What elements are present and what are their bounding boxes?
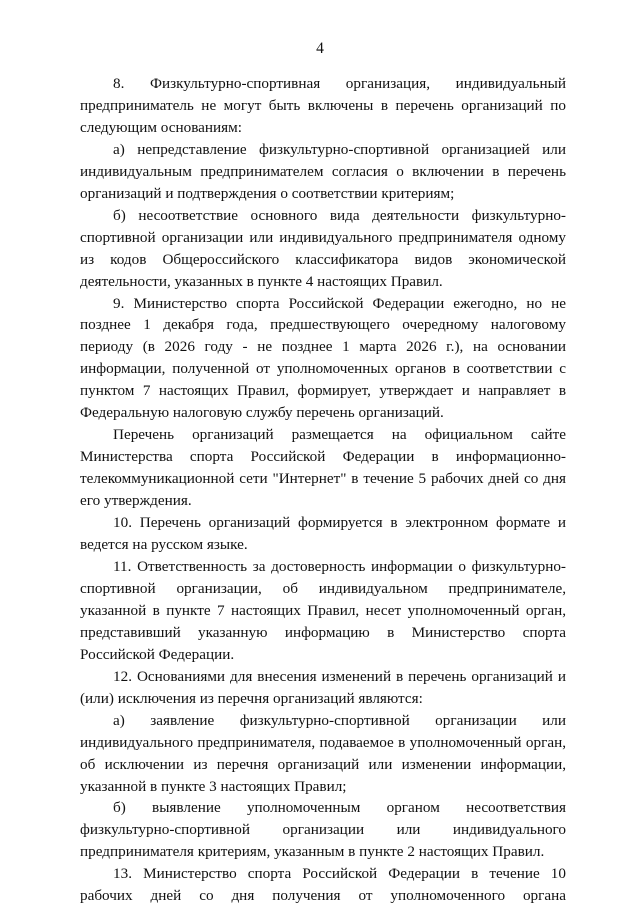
paragraph-9: 9. Министерство спорта Российской Федерации ежегодно, но не позднее 1 декабря года, предшествующего очередному налоговому периоду (в 2026 году - не позднее 1 марта 2026 г.), на основании информации, полученной от уполномоченных органов в соответствии с пунктом 7 настоящих Правил, формирует, утверждает и направляет в Федеральную налоговую службу перечень организаций. bbox=[80, 294, 566, 422]
paragraph-12: 12. Основаниями для внесения изменений в перечень организаций и (или) исключения из перечня организаций являются: bbox=[80, 667, 566, 707]
page-number: 4 bbox=[316, 40, 324, 57]
paragraph-13: 13. Министерство спорта Российской Федерации в течение 10 рабочих дней со дня получения от уполномоченного органа bbox=[80, 865, 566, 905]
paragraph-12b: б) выявление уполномоченным органом несоответствия физкультурно-спортивной организации или индивидуального предпринимателя критериям, указанным в пункте 2 настоящих Правил. bbox=[80, 799, 566, 861]
paragraph-10: 10. Перечень организаций формируется в электронном формате и ведется на русском языке. bbox=[80, 514, 566, 554]
document-body bbox=[80, 73, 566, 907]
paragraph-12a: а) заявление физкультурно-спортивной организации или индивидуального предпринимателя, подаваемое в уполномоченный орган, об исключении из перечня организаций или изменении информации, указанной в пункте 3 настоящих Правил; bbox=[80, 711, 566, 795]
paragraph-8a: а) непредставление физкультурно-спортивной организацией или индивидуальным предпринимателем согласия о включении в перечень организаций и подтверждения о соответствии критериям; bbox=[80, 140, 566, 202]
paragraph-8b: б) несоответствие основного вида деятельности физкультурно-спортивной организации или индивидуального предпринимателя одному из кодов Общероссийского классификатора видов экономической деятельности, указанных в пункте 4 настоящих Правил. bbox=[80, 206, 566, 290]
paragraph-11: 11. Ответственность за достоверность информации о физкультурно-спортивной организации, об индивидуальном предпринимателе, указанной в пункте 7 настоящих Правил, несет уполномоченный орган, представивший указанную информацию в Министерство спорта Российской Федерации. bbox=[80, 557, 566, 663]
paragraph-9-list-publication: Перечень организаций размещается на официальном сайте Министерства спорта Российской Федерации в информационно-телекоммуникационной сети "Интернет" в течение 5 рабочих дней со дня его утверждения. bbox=[80, 426, 566, 510]
paragraph-8: 8. Физкультурно-спортивная организация, индивидуальный предприниматель не могут быть включены в перечень организаций по следующим основаниям: bbox=[80, 75, 566, 136]
